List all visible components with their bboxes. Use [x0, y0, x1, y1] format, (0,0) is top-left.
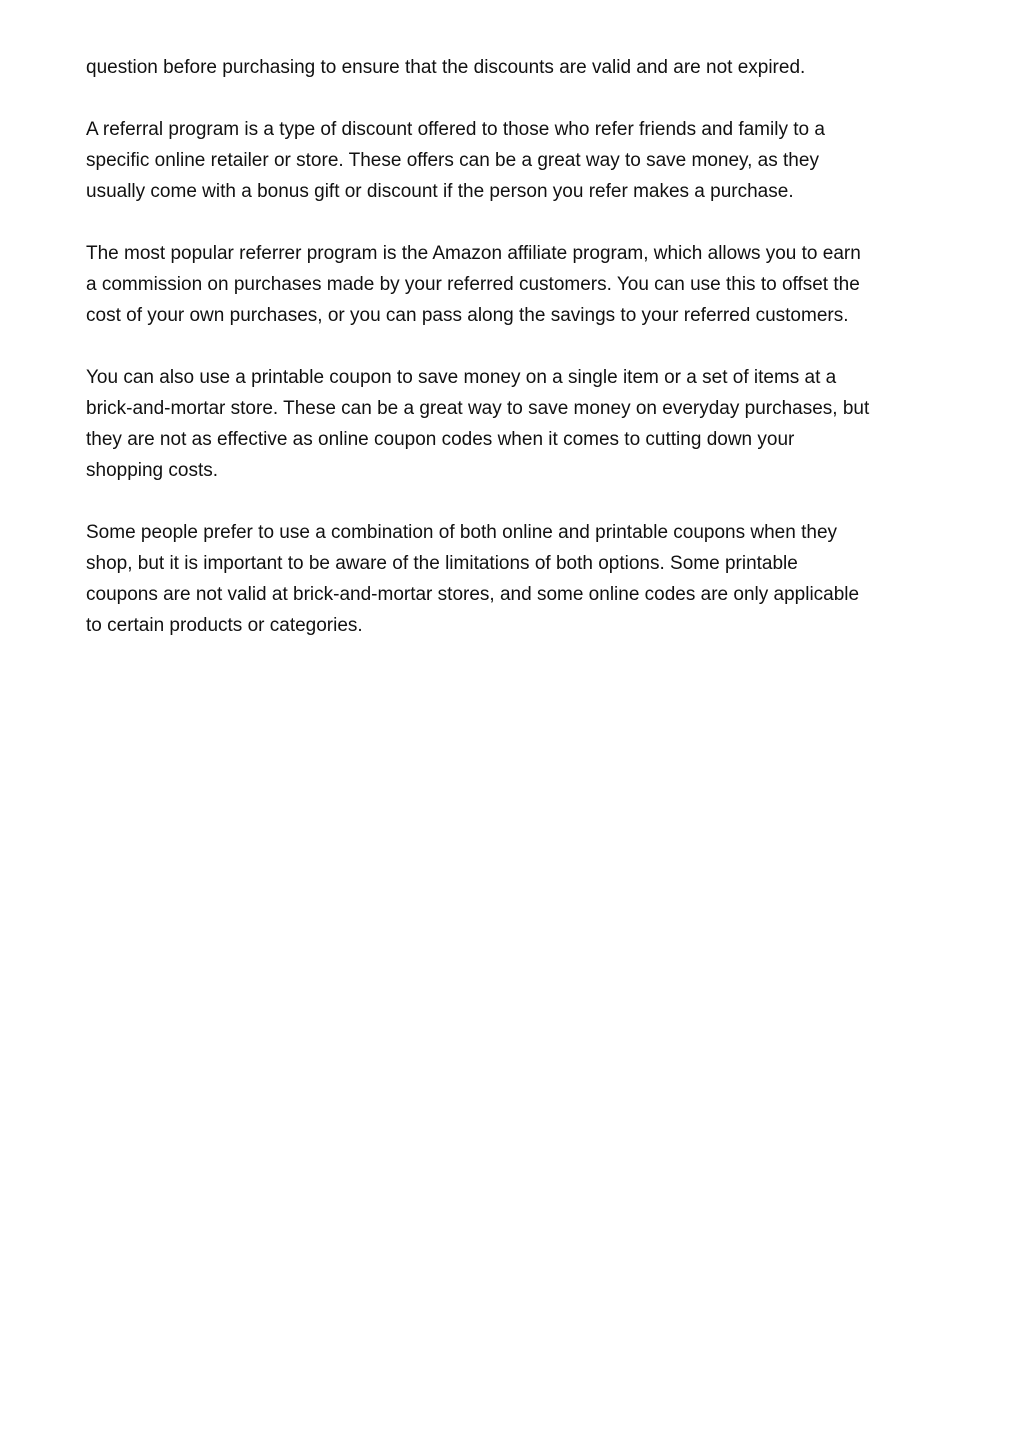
- document-body: [86, 52, 956, 672]
- text-line: Some people prefer to use a combination of both online and printable coupons when they: [86, 522, 838, 543]
- text-line: coupons are not valid at brick-and-mortar stores, and some online codes are only applicable: [86, 584, 860, 605]
- text-line: brick-and-mortar store. These can be a great way to save money on everyday purchases, but: [86, 398, 870, 419]
- text-line: to certain products or categories.: [86, 615, 363, 636]
- text-line: The most popular referrer program is the Amazon affiliate program, which allows you to earn: [86, 243, 861, 264]
- paragraph-amazon-affiliate: [86, 238, 956, 331]
- paragraph-expiry-note: [86, 52, 956, 83]
- text-line: cost of your own purchases, or you can pass along the savings to your referred customers.: [86, 305, 849, 326]
- text-line: shopping costs.: [86, 460, 219, 481]
- text-line: shop, but it is important to be aware of the limitations of both options. Some printable: [86, 553, 798, 574]
- text-line: they are not as effective as online coupon codes when it comes to cutting down your: [86, 429, 795, 450]
- paragraph-referral-program: [86, 114, 956, 207]
- text-line: a commission on purchases made by your referred customers. You can use this to offset the: [86, 274, 860, 295]
- paragraph-combination-coupons: [86, 517, 956, 641]
- text-line: question before purchasing to ensure that the discounts are valid and are not expired.: [86, 57, 806, 78]
- text-line: You can also use a printable coupon to save money on a single item or a set of items at a: [86, 367, 837, 388]
- text-line: A referral program is a type of discount offered to those who refer friends and family to a: [86, 119, 825, 140]
- paragraph-printable-coupon: [86, 362, 956, 486]
- text-line: usually come with a bonus gift or discount if the person you refer makes a purchase.: [86, 181, 794, 202]
- text-line: specific online retailer or store. These offers can be a great way to save money, as they: [86, 150, 819, 171]
